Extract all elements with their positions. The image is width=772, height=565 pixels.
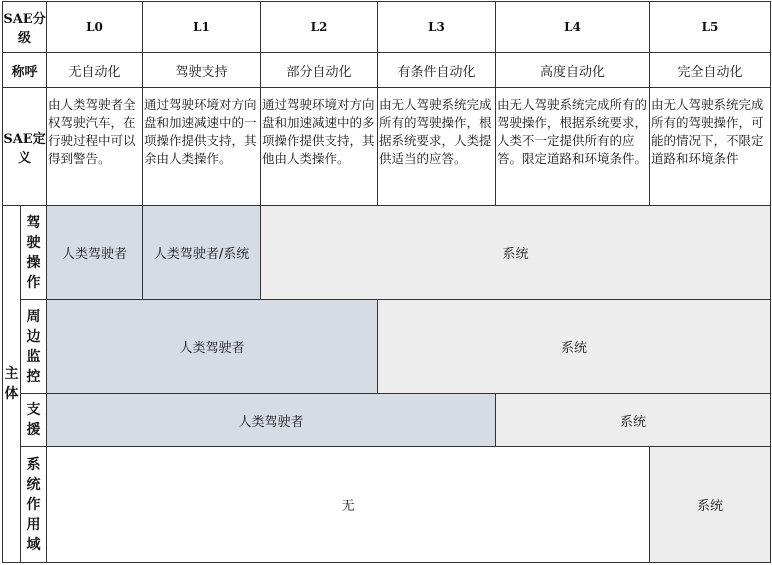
definition-l2: 通过驾驶环境对方向盘和加速减速中的多项操作提供支持，其他由人类操作。 <box>261 88 378 206</box>
driving-operation-label <box>21 206 47 300</box>
driving-operation-l1: 人类驾驶者/系统 <box>143 206 261 300</box>
support-l4-l5: 系统 <box>496 394 771 447</box>
name-header: 称呼 <box>3 53 47 88</box>
level-row <box>3 2 771 53</box>
monitoring-l0-l2: 人类驾驶者 <box>47 300 378 394</box>
name-l4: 高度自动化 <box>496 53 650 88</box>
definition-l0: 由人类驾驶者全权驾驶汽车，在行驶过程中可以得到警告。 <box>47 88 143 206</box>
system-domain-l5: 系统 <box>650 447 771 563</box>
support-l0-l3: 人类驾驶者 <box>47 394 496 447</box>
support-label <box>21 394 47 447</box>
definition-row <box>3 88 771 206</box>
level-l5: L5 <box>650 2 771 53</box>
sae-levels-table <box>2 1 771 563</box>
driving-operation-l2-l5: 系统 <box>261 206 771 300</box>
subject-header <box>3 206 21 563</box>
system-domain-row <box>3 447 771 563</box>
system-domain-l0-l4: 无 <box>47 447 650 563</box>
subject-label: 主 体 <box>4 366 19 402</box>
monitoring-l3-l5: 系统 <box>378 300 771 394</box>
level-l1: L1 <box>143 2 261 53</box>
definition-l5: 由无人驾驶系统完成所有的驾驶操作，可能的情况下，不限定道路和环境条件 <box>650 88 771 206</box>
sae-level-header: SAE分级 <box>3 2 47 53</box>
definition-header: SAE定义 <box>3 88 47 206</box>
definition-l3: 由无人驾驶系统完成所有的驾驶操作，根据系统要求，人类提供适当的应答。 <box>378 88 496 206</box>
name-row <box>3 53 771 88</box>
system-domain-text: 系 统 作 用 域 <box>26 456 41 553</box>
name-l0: 无自动化 <box>47 53 143 88</box>
level-l4: L4 <box>496 2 650 53</box>
monitoring-text: 周 边 监 控 <box>26 308 41 385</box>
name-l3: 有条件自动化 <box>378 53 496 88</box>
level-l3: L3 <box>378 2 496 53</box>
name-l2: 部分自动化 <box>261 53 378 88</box>
level-l0: L0 <box>47 2 143 53</box>
monitoring-row <box>3 300 771 394</box>
definition-l1: 通过驾驶环境对方向盘和加速减速中的一项操作提供支持，其余由人类操作。 <box>143 88 261 206</box>
driving-operation-l0: 人类驾驶者 <box>47 206 143 300</box>
monitoring-label <box>21 300 47 394</box>
driving-operation-text: 驾 驶 操 作 <box>26 214 41 291</box>
level-l2: L2 <box>261 2 378 53</box>
support-row <box>3 394 771 447</box>
system-domain-label <box>21 447 47 563</box>
support-text: 支 援 <box>26 402 41 438</box>
name-l1: 驾驶支持 <box>143 53 261 88</box>
name-l5: 完全自动化 <box>650 53 771 88</box>
driving-operation-row <box>3 206 771 300</box>
definition-l4: 由无人驾驶系统完成所有的驾驶操作，根据系统要求，人类不一定提供所有的应答。限定道路和环境条件。 <box>496 88 650 206</box>
